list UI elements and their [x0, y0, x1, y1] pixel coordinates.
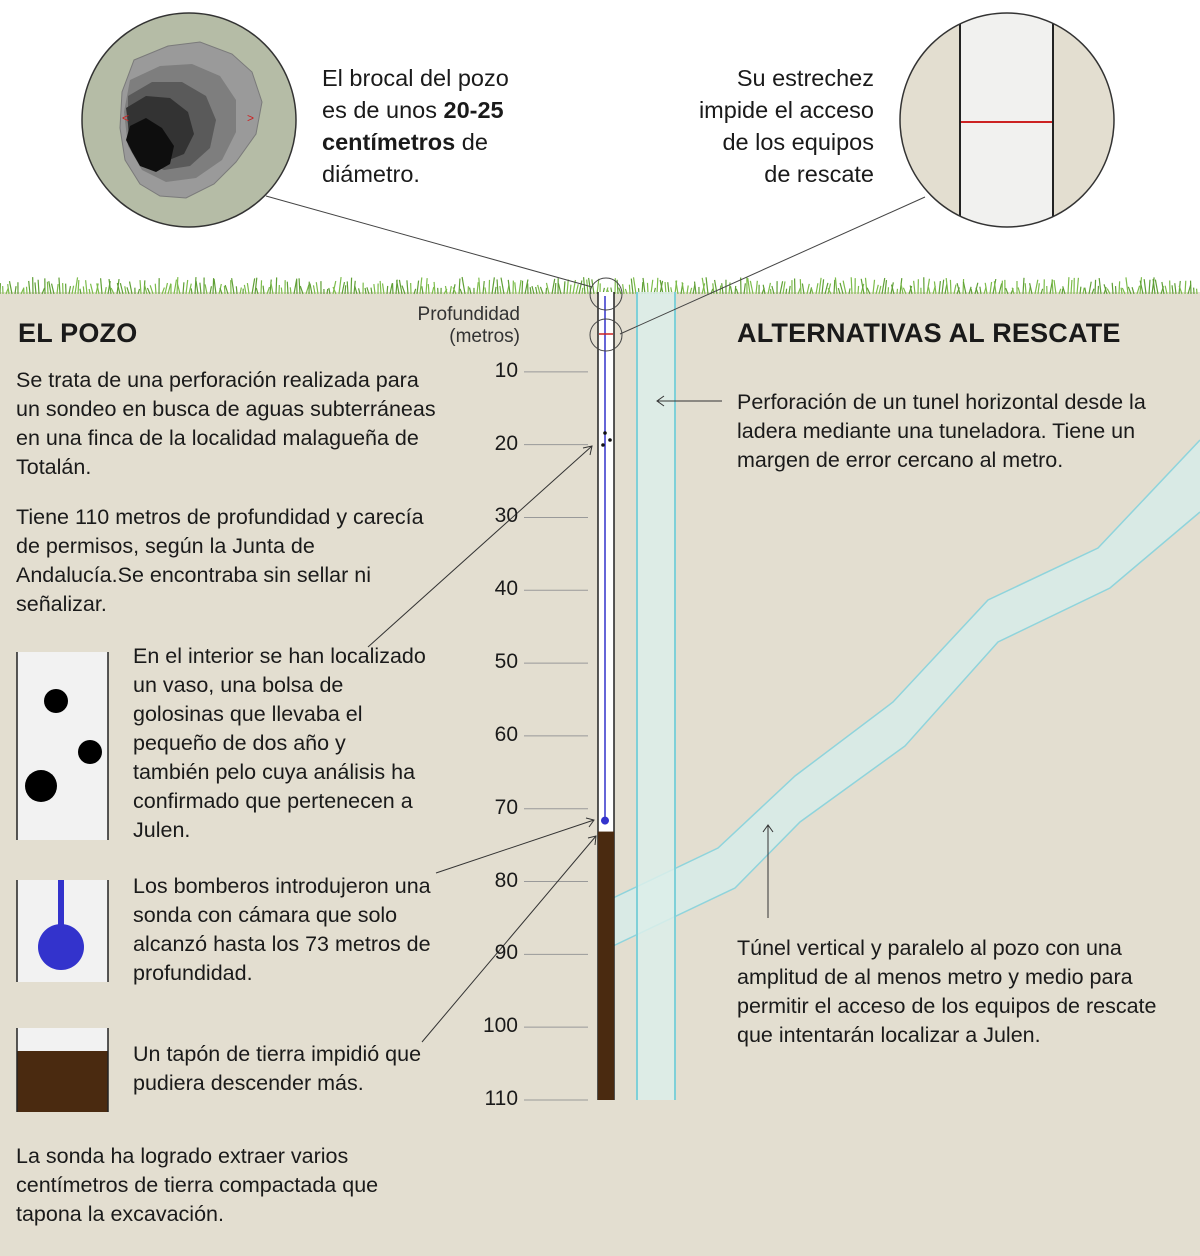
grass-blade: [720, 286, 721, 294]
grass-blade: [819, 278, 821, 294]
grass-blade: [530, 287, 531, 294]
grass-blade: [519, 280, 521, 294]
object-dot: [608, 438, 612, 442]
grass-blade: [252, 278, 255, 294]
grass-blade: [174, 280, 176, 294]
svg-text:>: >: [247, 111, 255, 125]
brocal-caption: [322, 62, 582, 190]
grass-blade: [347, 281, 348, 294]
grass-blade: [882, 278, 885, 294]
grass-blade: [287, 282, 288, 294]
depth-tick-label: 100: [482, 1014, 518, 1038]
alternative-vertical-text: Túnel vertical y paralelo al pozo con una amplitud de al menos metro y medio para permitir el acceso de los equipos de rescate que intentarán localizar a Julen.: [737, 936, 1157, 1047]
grass-blade: [885, 280, 886, 294]
grass-blade: [417, 281, 419, 294]
brocal-line-4: diámetro.: [322, 161, 420, 187]
grass-blade: [633, 277, 636, 294]
grass-blade: [942, 280, 944, 294]
depth-tick-label: 10: [494, 358, 518, 382]
depth-tick-label: 20: [494, 431, 518, 455]
grass-blade: [191, 288, 192, 294]
grass-blade: [651, 280, 653, 294]
estrechez-line: de los equipos: [722, 129, 874, 155]
legend-objects-text: En el interior se han localizado un vaso, una bolsa de golosinas que llevaba el pequeño de dos año y también pelo cuya análisis ha confirmado que pertenecen a Julen.: [133, 644, 426, 842]
grass-blade: [1023, 278, 1024, 294]
grass-blade: [1119, 281, 1120, 294]
object-dot: [601, 443, 605, 447]
depth-tick-label: 50: [494, 650, 518, 674]
brocal-bold-1: 20-25: [443, 97, 504, 123]
depth-tick-label: 40: [494, 577, 518, 601]
depth-tick-label: 30: [494, 504, 518, 528]
grass-blade: [261, 280, 262, 294]
grass-blade: [1025, 283, 1026, 294]
heading-alternativas: ALTERNATIVAS AL RESCATE: [737, 318, 1121, 348]
probe-head: [601, 817, 609, 825]
brocal-bold-2: centímetros: [322, 129, 456, 155]
grass-blade: [290, 287, 291, 294]
grass-blade: [579, 281, 582, 294]
grass-blade: [786, 289, 787, 294]
grass-blade: [822, 279, 824, 294]
brocal-line-2: [322, 94, 582, 126]
brocal-text-3: de: [455, 129, 488, 155]
grass-blade: [299, 278, 300, 294]
legend-objects-icon: [17, 652, 108, 840]
grass-blade: [83, 286, 84, 294]
grass-blade: [426, 278, 427, 294]
grass-blade: [1052, 279, 1053, 294]
grass-blade: [1068, 277, 1069, 294]
brocal-line-3: [322, 126, 582, 158]
grass-blade: [351, 278, 352, 294]
grass-blade: [748, 278, 750, 294]
grass-blade: [276, 277, 277, 294]
legend-probe-text: Los bomberos introdujeron una sonda con cámara que solo alcanzó hasta los 73 metros de profundidad.: [133, 874, 431, 985]
legend-probe-icon: [17, 880, 108, 982]
grass-blade: [140, 280, 141, 294]
grass-blade: [584, 277, 585, 294]
depth-tick-label: 60: [494, 722, 518, 746]
grass-blade: [555, 283, 556, 294]
grass-blade: [706, 277, 708, 294]
grass-blade: [78, 280, 79, 294]
grass-blade: [281, 288, 282, 294]
grass-blade: [643, 278, 645, 294]
depth-tick-label: 110: [484, 1087, 518, 1110]
grass-blade: [835, 277, 837, 294]
axis-title-line-2: (metros): [449, 326, 520, 347]
legend-earth-plug-text: Un tapón de tierra impidió que pudiera descender más.: [133, 1042, 422, 1095]
pozo-paragraph-3: La sonda ha logrado extraer varios centímetros de tierra compactada que tapona la excavación.: [16, 1144, 379, 1226]
estrechez-line: de rescate: [764, 161, 874, 187]
grass-blade: [101, 278, 102, 294]
depth-tick-label: 90: [494, 941, 518, 965]
grass-blade: [224, 286, 225, 294]
grass-blade: [963, 279, 964, 294]
grass-blade: [552, 279, 555, 294]
grass-blade: [582, 288, 583, 294]
depth-tick-label: 70: [494, 795, 518, 819]
pozo-paragraph-2: Tiene 110 metros de profundidad y carecía de permisos, según la Junta de Andalucía.Se encontraba sin sellar ni señalizar.: [16, 505, 424, 616]
grass-blade: [858, 286, 859, 294]
grass-blade: [1077, 278, 1078, 294]
grass-blade: [497, 279, 498, 294]
grass-blade: [236, 286, 237, 294]
grass-blade: [186, 280, 188, 294]
grass-blade: [950, 280, 951, 294]
earth-plug: [598, 832, 614, 1100]
vertical-tunnel: [637, 292, 675, 1100]
grass-blade: [501, 278, 504, 294]
depth-tick-label: 80: [494, 868, 518, 892]
grass-blade: [587, 280, 588, 294]
grass-blade: [492, 277, 494, 294]
grass-blade: [1144, 279, 1146, 294]
grass-blade: [380, 281, 381, 294]
svg-text:<: <: [122, 111, 130, 125]
brocal-line-1: El brocal del pozo: [322, 65, 509, 91]
grass-blade: [345, 285, 346, 294]
grass-blade: [1071, 280, 1072, 294]
grass-blade: [327, 289, 328, 294]
grass-blade: [522, 281, 523, 294]
grass-blade: [38, 280, 39, 294]
grass-blade: [1062, 289, 1063, 294]
grass-blade: [255, 278, 257, 294]
object-dot: [603, 431, 607, 435]
grass-blade: [459, 279, 460, 294]
grass-blade: [546, 288, 547, 294]
alternative-horizontal-text: Perforación de un tunel horizontal desde la ladera mediante una tuneladora. Tiene un margen de error cercano al metro.: [737, 390, 1146, 472]
grass-blade: [1149, 280, 1150, 294]
grass-blade: [232, 278, 234, 294]
shaft-narrow-zoom: [900, 10, 1114, 230]
grass-blade: [387, 286, 388, 294]
estrechez-line: impide el acceso: [698, 97, 874, 123]
grass-blade: [1095, 280, 1096, 294]
brocal-text-2: es de unos: [322, 97, 444, 123]
grass-blade: [1112, 283, 1113, 294]
grass-blade: [59, 278, 60, 294]
grass-blade: [1185, 281, 1186, 294]
grass-blade: [270, 280, 271, 294]
grass-blade: [75, 277, 78, 294]
grass-blade: [567, 280, 568, 294]
leader-line-brocal: [266, 196, 592, 287]
grass-blade: [462, 277, 465, 294]
grass-blade: [1035, 280, 1038, 294]
grass-blade: [214, 279, 216, 294]
grass-blade: [735, 286, 736, 294]
axis-title-line-1: Profundidad: [417, 304, 520, 325]
legend-earth-plug-icon: [17, 1028, 108, 1112]
grass-blade: [213, 278, 214, 294]
grass-blade: [339, 277, 341, 294]
pozo-paragraph-1: Se trata de una perforación realizada para un sondeo en busca de aguas subterráneas en una finca de la localidad malagueña de Totalán.: [16, 368, 436, 479]
grass-blade: [834, 280, 835, 294]
grass-blade: [89, 289, 90, 294]
grass-blade: [86, 280, 87, 294]
grass-blade: [1099, 278, 1101, 294]
heading-el-pozo: EL POZO: [18, 318, 138, 348]
grass-blade: [800, 279, 801, 294]
grass-blade: [407, 280, 408, 294]
grass-blade: [1126, 277, 1128, 294]
grass-blade: [865, 278, 867, 294]
estrechez-line: Su estrechez: [736, 65, 874, 91]
grass-blade: [155, 284, 156, 294]
grass-blade: [631, 279, 633, 294]
axis-title: [380, 304, 520, 348]
grass-blade: [399, 280, 402, 294]
well-mouth-zoom: [82, 13, 296, 227]
grass-blade: [47, 282, 48, 294]
grass-blade: [873, 280, 875, 294]
grass-blade: [843, 281, 846, 294]
grass-blade: [851, 277, 852, 294]
grass-blade: [1155, 280, 1158, 294]
grass-blade: [629, 285, 630, 294]
grass-blade: [428, 284, 429, 294]
grass-blade: [195, 277, 196, 294]
estrechez-caption: [640, 62, 874, 190]
grass-blade: [479, 278, 480, 294]
grass-blade: [657, 278, 658, 294]
grass-blade: [420, 277, 422, 294]
grass-blade: [1054, 280, 1056, 294]
